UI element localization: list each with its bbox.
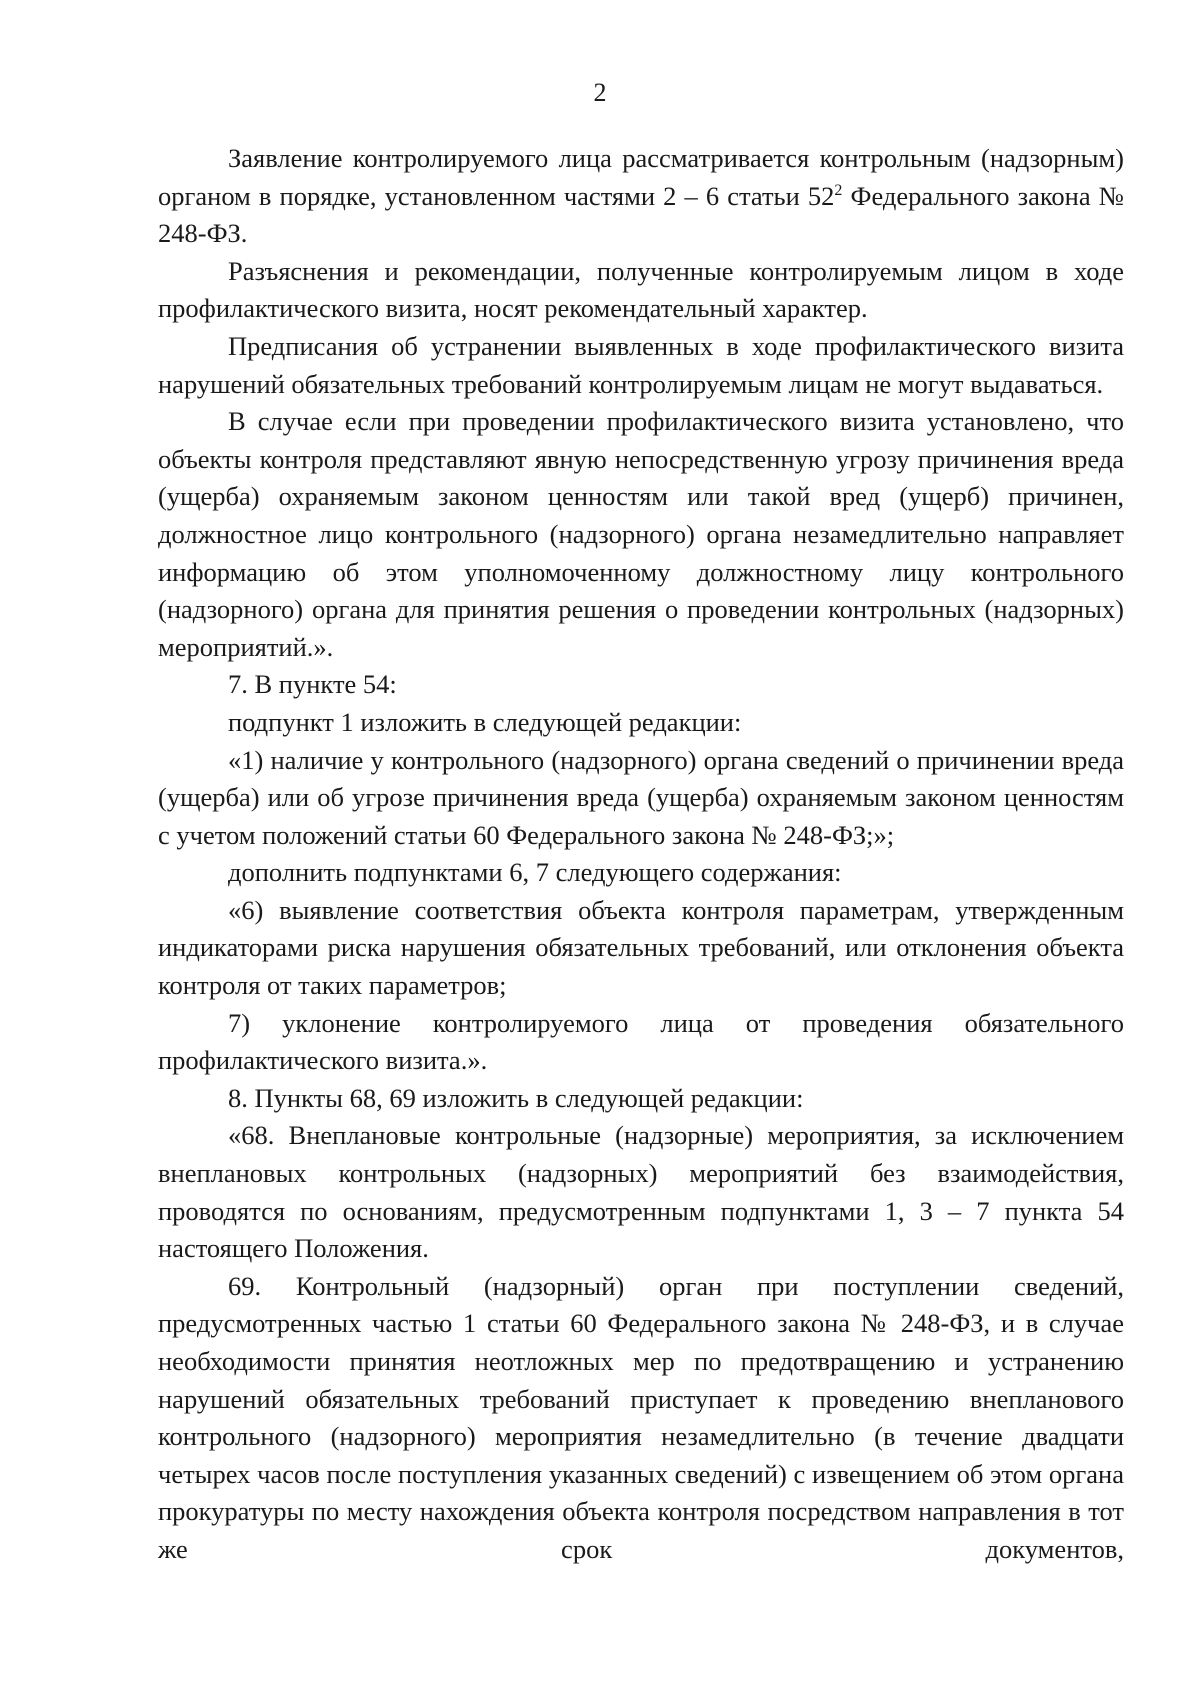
paragraph-subitem-7: 7) уклонение контролируемого лица от проведения обязательного профилактического визита.». (158, 1007, 1124, 1076)
paragraph-subitem-6: «6) выявление соответствия объекта контроля параметрам, утвержденным индикаторами риска нарушения обязательных требований, или отклонения объекта контроля от таких параметров; (158, 894, 1124, 1001)
paragraph-application (158, 140, 1124, 253)
page-number: 2 (593, 78, 607, 107)
paragraph-text: Заявление контролируемого лица рассматривается контрольным (надзорным) органом в порядке, установленном частями 2 – 6 статьи 52 (158, 143, 1124, 211)
paragraph-item-69: 69. Контрольный (надзорный) орган при поступлении сведений, предусмотренных частью 1 статьи 60 Федерального закона № 248-ФЗ, и в случае необходимости принятия неотложных мер по предотвращению и устранению нарушений обязательных требований приступает к проведению внепланового контрольного (надзорного) мероприятия незамедлительно (в течение двадцати четырех часов после поступления указанных сведений) с извещением об этом органа прокуратуры по месту нахождения объекта контроля посредством направления в тот же срок документов, (158, 1270, 1124, 1564)
paragraph-subitem-1: «1) наличие у контрольного (надзорного) органа сведений о причинении вреда (ущерба) или об угрозе причинения вреда (ущерба) охраняемым законом ценностям с учетом положений статьи 60 Федерального закона № 248-ФЗ;»; (158, 744, 1124, 850)
superscript: 2 (834, 181, 843, 199)
paragraph-threat-case: В случае если при проведении профилактического визита установлено, что объекты контроля представляют явную непосредственную угрозу причинения вреда (ущерба) охраняемым законом ценностям или такой вред (ущерб) причинен, должностное лицо контрольного (надзорного) органа незамедлительно направляет информацию об этом уполномоченному должностному лицу контрольного (надзорного) органа для принятия решения о проведении контрольных (надзорных) мероприятий.». (158, 406, 1124, 662)
paragraph-item-8: 8. Пункты 68, 69 изложить в следующей редакции: (228, 1082, 804, 1113)
paragraph-explanations: Разъяснения и рекомендации, полученные контролируемым лицом в ходе профилактического визита, носят рекомендательный характер. (158, 255, 1124, 324)
document-body (158, 140, 1124, 1569)
paragraph-subitem-1-intro: подпункт 1 изложить в следующей редакции: (228, 706, 742, 737)
paragraph-item-68: «68. Внеплановые контрольные (надзорные) мероприятия, за исключением внеплановых контрольных (надзорных) мероприятий без взаимодействия, проводятся по основаниям, предусмотренным подпунктами 1, 3 – 7 пункта 54 настоящего Положения. (158, 1120, 1124, 1264)
paragraph-subitems-6-7-intro: дополнить подпунктами 6, 7 следующего содержания: (228, 857, 842, 888)
paragraph-prescriptions: Предписания об устранении выявленных в ходе профилактического визита нарушений обязательных требований контролируемым лицам не могут выдаваться. (158, 330, 1124, 399)
paragraph-text-tail: Федерального закона № 248-ФЗ. (158, 180, 1125, 249)
paragraph-item-7: 7. В пункте 54: (228, 669, 397, 700)
